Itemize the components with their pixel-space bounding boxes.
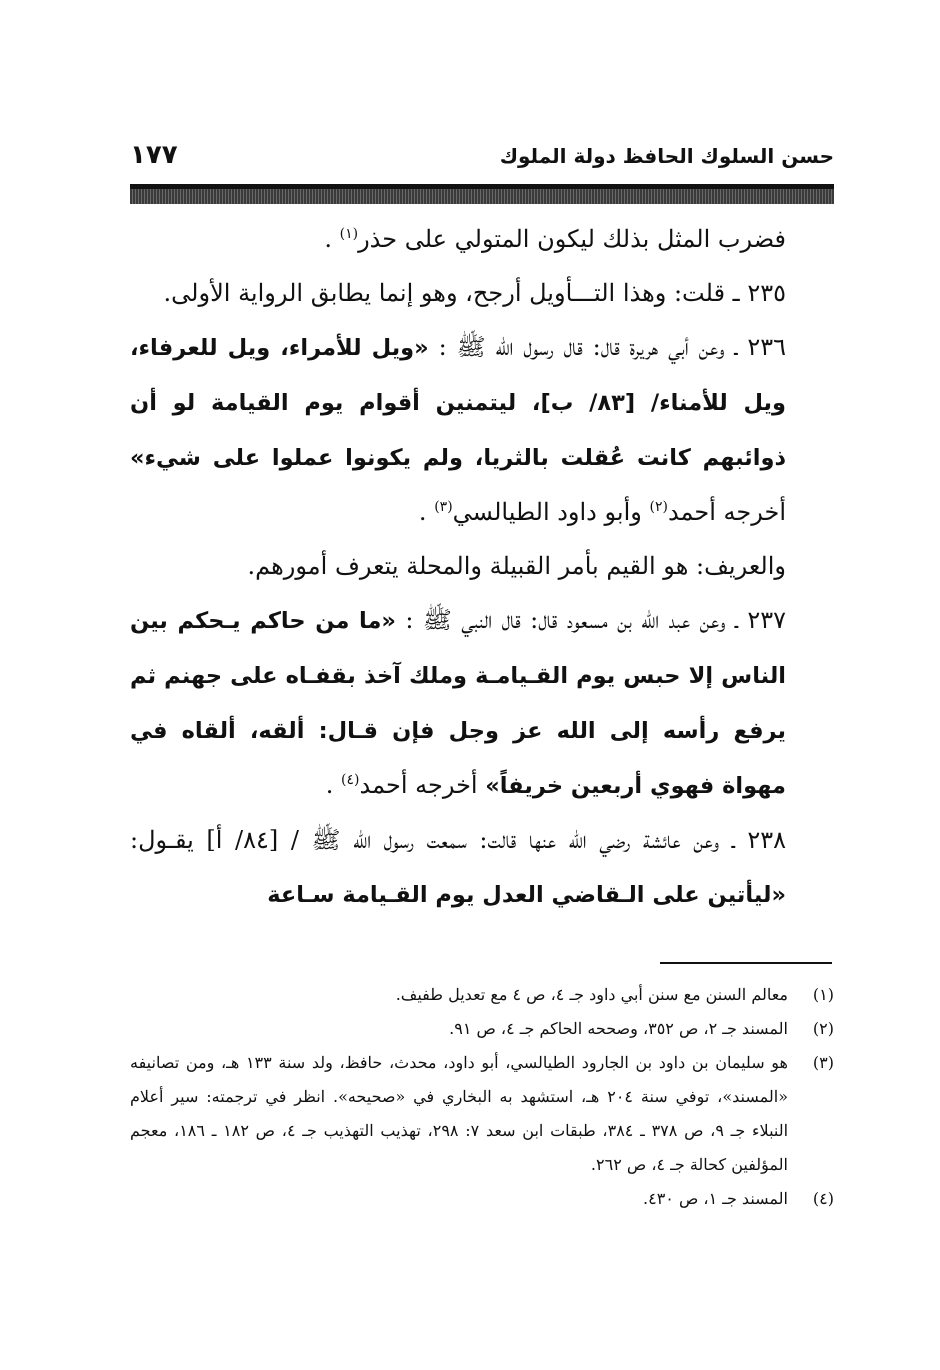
book-title: حسن السلوك الحافظ دولة الملوك [499,144,834,168]
footnote-number: (٣) [812,1053,834,1072]
footnote-number: (٢) [812,1019,834,1038]
footnote-ref-1: (١) [339,226,359,242]
footnote-1 [130,978,834,1012]
paragraph-arif-definition: والعريف: هو القيم بأمر القبيلة والمحلة يتعرف أمورهم. [247,552,786,580]
paragraph-235: ٢٣٥ ـ قلت: وهذا التـــأويل أرجح، وهو إنما يطابق الرواية الأولى. [163,279,786,307]
footnote-ref-4: (٤) [341,772,360,788]
hadith-text-238: «ليأتين على الـقاضي العدل يوم القـيامة سـاعة [267,882,786,908]
footnote-number: (٤) [812,1189,834,1208]
footnote-2 [130,1012,834,1046]
paragraph-236: ٢٣٦ ـ وعن أبي هريرة قال: قال رسول الله ﷺ : «ويل للأمراء، ويل للعرفاء، ويل للأمناء/ [٨٣/ ب]، ليتمنين أقوام يوم القيامة لو أن ذوائبهم كانت عُقلت بالثريا، ولم يكونوا عملوا على شيء» أخرجه أحمد$^{(٢)}$ وأبو داود الطيالسي$^{(٣)}$ . [130,333,786,526]
paragraph-237: ٢٣٧ ـ وعن عبد الله بن مسعود قال: قال النبي ﷺ : «ما من حاكم يـحكم بين الناس إلا حبس يوم القـيامـة وملك آخذ بقفـاه على جهنم ثم يرفع رأسه إلى الله عز وجل فإن قـال: ألقه، ألقاه في مهواة فهوي أربعين خريفاً» أخرجه أحمد$^{(٤)}$ . [130,606,786,799]
page-number: ١٧٧ [130,140,178,170]
footnote-ref-2: (٢) [649,499,668,515]
footnote-text: المسند جـ ١، ص ٤٣٠. [643,1189,788,1208]
paragraph-234-end: فضرب المثل بذلك ليكون المتولي على حذر$^{(١)}$ . [324,225,786,253]
footnote-separator [660,962,832,964]
footnote-ref-3: (٣) [434,499,453,515]
running-header [130,138,834,178]
footnote-text: المسند جـ ٢، ص ٣٥٢، وصححه الحاكم جـ ٤، ص ٩١. [449,1019,788,1038]
hadith-text-237: «ما من حاكم يـحكم بين الناس إلا حبس يوم القـيامـة وملك آخذ بقفـاه على جهنم ثم يرفع رأسه إلى الله عز وجل فإن قـال: ألقه، ألقاه في مهواة فهوي أربعين خريفاً» [130,608,786,799]
footnote-4 [130,1182,834,1216]
main-text [130,212,834,922]
hadith-text-236: «ويل للأمراء، ويل للعرفاء، ويل للأمناء/ [٨٣/ ب]، ليتمنين أقوام يوم القيامة لو أن ذوائبهم كانت عُقلت بالثريا، ولم يكونوا عملوا على شيء» [130,335,786,471]
footnote-3 [130,1046,834,1182]
footnotes [130,978,834,1216]
footnote-number: (١) [812,985,834,1004]
footnote-text: هو سليمان بن داود بن الجارود الطيالسي، أبو داود، محدث، حافظ، ولد سنة ١٣٣ هـ، ومن تصانيفه «المسند»، توفي سنة ٢٠٤ هـ، استشهد به البخاري في «صحيحه». انظر في ترجمته: سير أعلام النبلاء جـ ٩، ص ٣٧٨ ـ ٣٨٤، طبقات ابن سعد ٧: ٢٩٨، تهذيب التهذيب جـ ٤، ص ١٨٢ ـ ١٨٦، معجم المؤلفين كحالة جـ ٤، ص ٢٦٢. [130,1053,789,1174]
footnote-text: معالم السنن مع سنن أبي داود جـ ٤، ص ٤ مع تعديل طفيف. [395,985,788,1004]
paragraph-238: ٢٣٨ ـ وعن عائشة رضي الله عنها قالت: سمعت رسول الله ﷺ / [٨٤/ أ] يقـول: «ليأتين على الـقاضي العدل يوم القـيامة سـاعة [130,826,786,908]
header-rule [130,184,834,204]
